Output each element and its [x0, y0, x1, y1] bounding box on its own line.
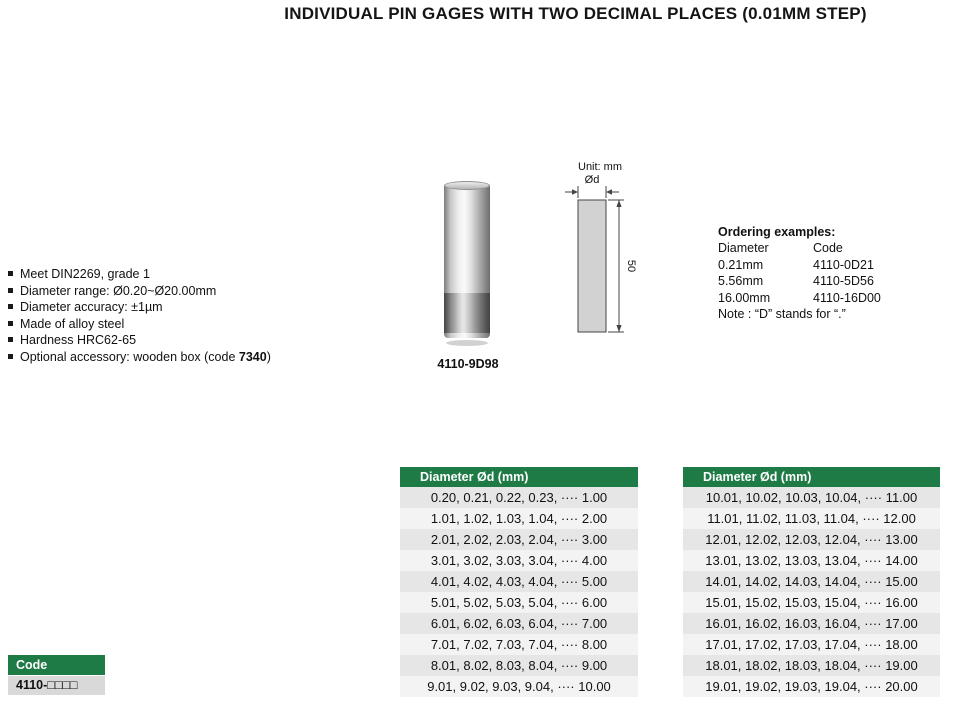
- table-row: 5.01, 5.02, 5.03, 5.04, ···· 6.00: [400, 592, 638, 613]
- table-row: 10.01, 10.02, 10.03, 10.04, ···· 11.00: [683, 487, 940, 508]
- ordering-diameter: 5.56mm: [718, 274, 764, 289]
- feature-text: Diameter range: Ø0.20~Ø20.00mm: [20, 283, 217, 298]
- table-row: 16.01, 16.02, 16.03, 16.04, ···· 17.00: [683, 613, 940, 634]
- ordering-row: [718, 273, 953, 289]
- feature-list: [8, 266, 271, 366]
- pin-reflection-band: [444, 293, 490, 333]
- ordering-title: Ordering examples:: [718, 225, 836, 239]
- table-row: 12.01, 12.02, 12.03, 12.04, ···· 13.00: [683, 529, 940, 550]
- table-header: Diameter Ød (mm): [400, 467, 638, 487]
- table-row: 17.01, 17.02, 17.03, 17.04, ···· 18.00: [683, 634, 940, 655]
- table-row: 9.01, 9.02, 9.03, 9.04, ···· 10.00: [400, 676, 638, 697]
- table-header: Diameter Ød (mm): [683, 467, 940, 487]
- ordering-col-diameter: Diameter: [718, 241, 769, 256]
- length-dim-label: 50: [625, 259, 637, 273]
- table-row: 6.01, 6.02, 6.03, 6.04, ···· 7.00: [400, 613, 638, 634]
- table-row: 7.01, 7.02, 7.03, 7.04, ···· 8.00: [400, 634, 638, 655]
- pin-top-face: [444, 181, 490, 190]
- ordering-examples: [718, 224, 953, 322]
- feature-text: Hardness HRC62-65: [20, 333, 137, 348]
- page-title: INDIVIDUAL PIN GAGES WITH TWO DECIMAL PLACES (0.01MM STEP): [284, 4, 867, 23]
- table-body: [683, 487, 940, 697]
- diameter-table-left: [400, 467, 638, 697]
- feature-item: [8, 266, 271, 283]
- diameter-dim-label: Ød: [584, 174, 600, 186]
- table-body: [400, 487, 638, 697]
- table-row: 13.01, 13.02, 13.03, 13.04, ···· 14.00: [683, 550, 940, 571]
- table-row: 15.01, 15.02, 15.03, 15.04, ···· 16.00: [683, 592, 940, 613]
- feature-text: Made of alloy steel: [20, 316, 125, 331]
- ordering-code: 4110-16D00: [813, 290, 881, 305]
- ordering-code: 4110-0D21: [813, 257, 874, 272]
- table-row: 0.20, 0.21, 0.22, 0.23, ···· 1.00: [400, 487, 638, 508]
- code-box: [8, 655, 105, 695]
- ordering-diameter: 16.00mm: [718, 290, 771, 305]
- table-row: 19.01, 19.02, 19.03, 19.04, ···· 20.00: [683, 676, 940, 697]
- code-box-header: Code: [8, 655, 105, 675]
- pin-gage-photo: [444, 181, 490, 343]
- feature-text: Optional accessory: wooden box (code: [20, 349, 239, 364]
- ordering-col-code: Code: [813, 241, 843, 256]
- bullet-icon: [8, 354, 13, 359]
- dimension-drawing: [562, 172, 662, 342]
- bullet-icon: [8, 271, 13, 276]
- table-row: 3.01, 3.02, 3.03, 3.04, ···· 4.00: [400, 550, 638, 571]
- feature-text: Meet DIN2269, grade 1: [20, 267, 150, 281]
- table-row: 4.01, 4.02, 4.03, 4.04, ···· 5.00: [400, 571, 638, 592]
- bullet-icon: [8, 337, 13, 342]
- bullet-icon: [8, 321, 13, 326]
- bullet-icon: [8, 304, 13, 309]
- ordering-header-row: [718, 240, 953, 256]
- table-row: 2.01, 2.02, 2.03, 2.04, ···· 3.00: [400, 529, 638, 550]
- feature-item-optional-accessory: [8, 349, 271, 366]
- feature-text: ): [266, 349, 271, 364]
- table-row: 1.01, 1.02, 1.03, 1.04, ···· 2.00: [400, 508, 638, 529]
- feature-item: [8, 332, 271, 349]
- ordering-row: [718, 257, 953, 273]
- unit-label: Unit: mm: [578, 161, 622, 173]
- bullet-icon: [8, 288, 13, 293]
- feature-item: [8, 283, 271, 300]
- feature-item: [8, 316, 271, 333]
- ordering-row: [718, 290, 953, 306]
- feature-item: [8, 299, 271, 316]
- table-row: 14.01, 14.02, 14.03, 14.04, ···· 15.00: [683, 571, 940, 592]
- code-box-value: 4110-□□□□: [8, 676, 105, 695]
- product-model-label: 4110-9D98: [437, 357, 499, 371]
- pin-outline-rect: [578, 200, 606, 332]
- ordering-note: Note : “D” stands for “.”: [718, 307, 846, 322]
- feature-text: Diameter accuracy: ±1µm: [20, 300, 163, 315]
- table-row: 11.01, 11.02, 11.03, 11.04, ···· 12.00: [683, 508, 940, 529]
- diameter-table-right: [683, 467, 940, 697]
- accessory-code: 7340: [238, 349, 267, 364]
- table-row: 8.01, 8.02, 8.03, 8.04, ···· 9.00: [400, 655, 638, 676]
- table-row: 18.01, 18.02, 18.03, 18.04, ···· 19.00: [683, 655, 940, 676]
- pin-shadow: [446, 340, 488, 346]
- ordering-diameter: 0.21mm: [718, 257, 764, 272]
- ordering-code: 4110-5D56: [813, 274, 874, 289]
